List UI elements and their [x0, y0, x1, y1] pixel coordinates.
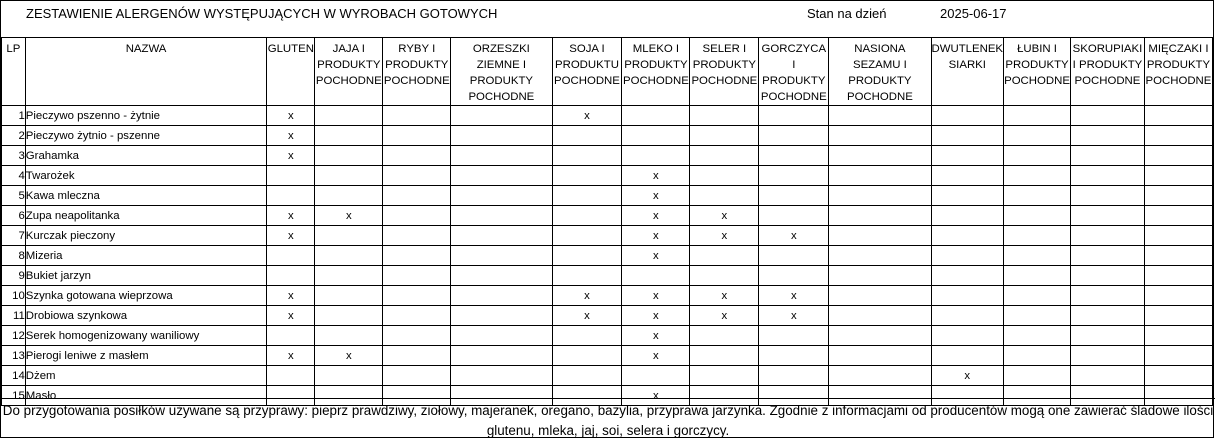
- allergen-cell: [267, 166, 315, 186]
- allergen-cell: [267, 246, 315, 266]
- column-header-soy: SOJA I PRODUKTU POCHODNE: [552, 38, 622, 106]
- allergen-cell: [829, 286, 931, 306]
- allergen-cell: [1144, 126, 1212, 146]
- column-header-lp: LP: [2, 38, 26, 106]
- allergen-cell: [267, 186, 315, 206]
- allergen-table: [1, 37, 1213, 406]
- allergen-cell: [552, 126, 622, 146]
- as-of-date: 2025-06-17: [940, 6, 1007, 21]
- allergen-cell: [829, 346, 931, 366]
- column-header-mustard: GORCZYCA I PRODUKTY POCHODNE: [759, 38, 829, 106]
- column-header-name: NAZWA: [25, 38, 267, 106]
- allergen-cell: [552, 366, 622, 386]
- allergen-cell: [759, 246, 829, 266]
- column-header-celery: SELER I PRODUKTY POCHODNE: [690, 38, 759, 106]
- allergen-cell: x: [267, 286, 315, 306]
- allergen-cell: [451, 266, 552, 286]
- allergen-cell: [451, 226, 552, 246]
- allergen-cell: x: [622, 166, 690, 186]
- allergen-cell: [451, 106, 552, 126]
- allergen-cell: [383, 126, 451, 146]
- allergen-cell: [383, 326, 451, 346]
- allergen-cell: [552, 266, 622, 286]
- allergen-cell: [931, 246, 1004, 266]
- table-row: [2, 226, 1213, 246]
- row-lp: 5: [2, 186, 26, 206]
- row-name: Mizeria: [25, 246, 267, 266]
- row-lp: 3: [2, 146, 26, 166]
- allergen-cell: x: [267, 146, 315, 166]
- allergen-cell: [931, 306, 1004, 326]
- allergen-cell: [451, 306, 552, 326]
- column-header-gluten: GLUTEN: [267, 38, 315, 106]
- allergen-cell: [1004, 286, 1071, 306]
- allergen-cell: [690, 166, 759, 186]
- allergen-cell: [383, 106, 451, 126]
- column-header-sulphur-dioxide: DWUTLENEK SIARKI: [931, 38, 1004, 106]
- allergen-cell: [315, 286, 383, 306]
- row-name: Masło: [25, 386, 267, 406]
- allergen-cell: [690, 186, 759, 206]
- allergen-cell: [1144, 226, 1212, 246]
- row-name: Zupa neapolitanka: [25, 206, 267, 226]
- row-name: Kurczak pieczony: [25, 226, 267, 246]
- allergen-cell: [829, 166, 931, 186]
- allergen-cell: [1071, 206, 1145, 226]
- allergen-cell: [931, 186, 1004, 206]
- allergen-cell: [1144, 306, 1212, 326]
- allergen-cell: x: [315, 346, 383, 366]
- allergen-cell: [931, 166, 1004, 186]
- allergen-cell: [552, 166, 622, 186]
- allergen-cell: [829, 206, 931, 226]
- column-header-peanuts: ORZESZKI ZIEMNE I PRODUKTY POCHODNE: [451, 38, 552, 106]
- row-lp: 13: [2, 346, 26, 366]
- table-row: [2, 186, 1213, 206]
- allergen-cell: [1144, 266, 1212, 286]
- allergen-cell: [1071, 306, 1145, 326]
- allergen-cell: [1144, 166, 1212, 186]
- allergen-cell: x: [622, 226, 690, 246]
- allergen-cell: [1004, 226, 1071, 246]
- allergen-cell: [1071, 106, 1145, 126]
- allergen-cell: [1004, 206, 1071, 226]
- allergen-cell: x: [267, 126, 315, 146]
- allergen-cell: [759, 166, 829, 186]
- allergen-cell: [1144, 246, 1212, 266]
- allergen-cell: [1004, 166, 1071, 186]
- row-name: Pieczywo żytnio - pszenne: [25, 126, 267, 146]
- row-lp: 8: [2, 246, 26, 266]
- allergen-cell: [931, 226, 1004, 246]
- allergen-cell: [451, 286, 552, 306]
- row-lp: 15: [2, 386, 26, 406]
- allergen-cell: [931, 126, 1004, 146]
- allergen-cell: [759, 326, 829, 346]
- allergen-cell: [759, 346, 829, 366]
- row-name: Pieczywo pszenno - żytnie: [25, 106, 267, 126]
- allergen-cell: [931, 206, 1004, 226]
- allergen-cell: [829, 306, 931, 326]
- allergen-cell: [383, 246, 451, 266]
- allergen-cell: [383, 206, 451, 226]
- row-name: Twarożek: [25, 166, 267, 186]
- row-lp: 1: [2, 106, 26, 126]
- allergen-cell: [451, 166, 552, 186]
- table-row: [2, 206, 1213, 226]
- allergen-cell: [759, 206, 829, 226]
- allergen-cell: [552, 346, 622, 366]
- column-header-milk: MLEKO I PRODUKTY POCHODNE: [622, 38, 690, 106]
- allergen-cell: [690, 366, 759, 386]
- allergen-cell: [829, 126, 931, 146]
- row-name: Serek homogenizowany waniliowy: [25, 326, 267, 346]
- table-row: [2, 166, 1213, 186]
- table-row: [2, 326, 1213, 346]
- allergen-cell: [383, 186, 451, 206]
- table-row: [2, 246, 1213, 266]
- allergen-cell: [1071, 166, 1145, 186]
- allergen-cell: [1004, 366, 1071, 386]
- allergen-cell: [1004, 266, 1071, 286]
- allergen-cell: [383, 266, 451, 286]
- allergen-cell: x: [267, 206, 315, 226]
- allergen-cell: [759, 266, 829, 286]
- table-row: [2, 106, 1213, 126]
- allergen-cell: [1004, 306, 1071, 326]
- allergen-cell: [690, 326, 759, 346]
- allergen-cell: [690, 146, 759, 166]
- allergen-cell: [1071, 146, 1145, 166]
- allergen-cell: [622, 106, 690, 126]
- row-lp: 2: [2, 126, 26, 146]
- row-lp: 7: [2, 226, 26, 246]
- allergen-cell: [1071, 326, 1145, 346]
- allergen-cell: [829, 326, 931, 346]
- allergen-cell: [315, 146, 383, 166]
- allergen-cell: x: [552, 286, 622, 306]
- allergen-cell: x: [759, 286, 829, 306]
- allergen-cell: x: [622, 346, 690, 366]
- table-row: [2, 306, 1213, 326]
- allergen-cell: [1004, 106, 1071, 126]
- allergen-cell: [829, 366, 931, 386]
- allergen-cell: [315, 106, 383, 126]
- allergen-cell: [383, 346, 451, 366]
- allergen-cell: [759, 106, 829, 126]
- allergen-cell: [267, 366, 315, 386]
- allergen-cell: [552, 226, 622, 246]
- allergen-cell: [829, 266, 931, 286]
- allergen-cell: [1071, 126, 1145, 146]
- column-header-lupin: ŁUBIN I PRODUKTY POCHODNE: [1004, 38, 1071, 106]
- allergen-cell: [383, 166, 451, 186]
- row-lp: 11: [2, 306, 26, 326]
- allergen-cell: x: [315, 206, 383, 226]
- row-name: Drobiowa szynkowa: [25, 306, 267, 326]
- sheet-title: ZESTAWIENIE ALERGENÓW WYSTĘPUJĄCYCH W WYROBACH GOTOWYCH: [26, 6, 498, 21]
- allergen-cell: [451, 366, 552, 386]
- allergen-cell: [1071, 346, 1145, 366]
- allergen-cell: [1144, 106, 1212, 126]
- allergen-cell: [622, 126, 690, 146]
- allergen-cell: [552, 246, 622, 266]
- allergen-cell: [1004, 126, 1071, 146]
- allergen-cell: [1144, 146, 1212, 166]
- allergen-cell: [315, 166, 383, 186]
- row-lp: 12: [2, 326, 26, 346]
- header-row: [2, 38, 1213, 106]
- row-lp: 9: [2, 266, 26, 286]
- table-row: [2, 146, 1213, 166]
- allergen-cell: x: [267, 306, 315, 326]
- allergen-cell: x: [552, 106, 622, 126]
- allergen-cell: [931, 346, 1004, 366]
- row-lp: 14: [2, 366, 26, 386]
- allergen-cell: x: [690, 206, 759, 226]
- allergen-cell: [315, 186, 383, 206]
- allergen-cell: [931, 286, 1004, 306]
- allergen-cell: [315, 126, 383, 146]
- allergen-cell: [383, 226, 451, 246]
- allergen-cell: [759, 146, 829, 166]
- allergen-cell: [552, 206, 622, 226]
- allergen-cell: [829, 106, 931, 126]
- allergen-cell: x: [622, 246, 690, 266]
- table-row: [2, 286, 1213, 306]
- allergen-cell: [622, 266, 690, 286]
- allergen-cell: x: [622, 286, 690, 306]
- allergen-cell: x: [552, 306, 622, 326]
- allergen-cell: [315, 366, 383, 386]
- allergen-cell: [552, 146, 622, 166]
- allergen-cell: x: [759, 306, 829, 326]
- allergen-cell: x: [690, 306, 759, 326]
- allergen-cell: [1144, 286, 1212, 306]
- row-lp: 10: [2, 286, 26, 306]
- allergen-cell: [690, 346, 759, 366]
- allergen-cell: [383, 146, 451, 166]
- row-name: Pierogi leniwe z masłem: [25, 346, 267, 366]
- table-row: [2, 366, 1213, 386]
- allergen-cell: [315, 306, 383, 326]
- allergen-cell: [931, 106, 1004, 126]
- allergen-cell: [829, 146, 931, 166]
- allergen-cell: [931, 326, 1004, 346]
- allergen-cell: [552, 326, 622, 346]
- allergen-cell: x: [622, 326, 690, 346]
- as-of-label: Stan na dzień: [807, 6, 887, 21]
- allergen-cell: [451, 246, 552, 266]
- allergen-cell: [451, 186, 552, 206]
- allergen-cell: [931, 146, 1004, 166]
- allergen-cell: [552, 186, 622, 206]
- allergen-cell: [1144, 366, 1212, 386]
- allergen-cell: [383, 286, 451, 306]
- table-row: [2, 126, 1213, 146]
- allergen-cell: [759, 126, 829, 146]
- allergen-cell: [1004, 326, 1071, 346]
- allergen-cell: [829, 186, 931, 206]
- allergen-cell: [1004, 186, 1071, 206]
- row-name: Bukiet jarzyn: [25, 266, 267, 286]
- allergen-cell: [1004, 346, 1071, 366]
- allergen-cell: [451, 206, 552, 226]
- allergen-cell: [690, 246, 759, 266]
- column-header-molluscs: MIĘCZAKI I PRODUKTY POCHODNE: [1144, 38, 1212, 106]
- allergen-cell: [315, 246, 383, 266]
- allergen-cell: x: [622, 386, 690, 406]
- column-header-eggs: JAJA I PRODUKTY POCHODNE: [315, 38, 383, 106]
- allergen-cell: [1071, 226, 1145, 246]
- row-lp: 6: [2, 206, 26, 226]
- row-name: Kawa mleczna: [25, 186, 267, 206]
- allergen-cell: [829, 226, 931, 246]
- table-row: [2, 266, 1213, 286]
- allergen-cell: x: [759, 226, 829, 246]
- allergen-cell: [931, 266, 1004, 286]
- allergen-cell: x: [931, 366, 1004, 386]
- allergen-cell: [451, 126, 552, 146]
- allergen-cell: [1004, 146, 1071, 166]
- allergen-cell: [1144, 346, 1212, 366]
- allergen-cell: [451, 346, 552, 366]
- row-name: Grahamka: [25, 146, 267, 166]
- footer-note: Do przygotowania posiłków używane są przyprawy: pieprz prawdziwy, ziołowy, majeranek, oregano, bazylia, przyprawa jarzynka. Zgodnie z informacjami od producentów mogą one zawierać śladowe ilości glutenu, mleka, jaj, soi, selera i gorczycy.: [1, 398, 1215, 438]
- allergen-cell: [1071, 266, 1145, 286]
- allergen-cell: x: [690, 226, 759, 246]
- allergen-cell: [829, 246, 931, 266]
- column-header-fish: RYBY I PRODUKTY POCHODNE: [383, 38, 451, 106]
- allergen-cell: x: [622, 306, 690, 326]
- allergen-cell: [690, 266, 759, 286]
- allergen-cell: [759, 186, 829, 206]
- row-name: Dżem: [25, 366, 267, 386]
- sheet-header: [1, 1, 1215, 37]
- allergen-cell: [383, 366, 451, 386]
- allergen-cell: [1071, 246, 1145, 266]
- allergen-cell: [1071, 286, 1145, 306]
- allergen-cell: x: [267, 106, 315, 126]
- allergen-cell: x: [622, 206, 690, 226]
- allergen-cell: [1004, 246, 1071, 266]
- allergen-cell: [622, 366, 690, 386]
- allergen-cell: [622, 146, 690, 166]
- allergen-cell: [1071, 366, 1145, 386]
- allergen-cell: x: [690, 286, 759, 306]
- column-header-crustaceans: SKORUPIAKI I PRODUKTY POCHODNE: [1071, 38, 1145, 106]
- allergen-cell: x: [267, 226, 315, 246]
- allergen-cell: [315, 266, 383, 286]
- allergen-cell: [315, 226, 383, 246]
- allergen-cell: [1071, 186, 1145, 206]
- allergen-cell: [1144, 186, 1212, 206]
- allergen-cell: [267, 266, 315, 286]
- allergen-cell: [759, 366, 829, 386]
- allergen-cell: [383, 306, 451, 326]
- allergen-cell: [690, 126, 759, 146]
- allergen-cell: [1144, 326, 1212, 346]
- allergen-cell: [267, 326, 315, 346]
- allergen-cell: x: [622, 186, 690, 206]
- table-row: [2, 346, 1213, 366]
- row-name: Szynka gotowana wieprzowa: [25, 286, 267, 306]
- allergen-cell: [1144, 206, 1212, 226]
- row-lp: 4: [2, 166, 26, 186]
- column-header-sesame: NASIONA SEZAMU I PRODUKTY POCHODNE: [829, 38, 931, 106]
- allergen-cell: x: [267, 346, 315, 366]
- allergen-cell: [451, 146, 552, 166]
- allergen-cell: [690, 106, 759, 126]
- allergen-cell: [451, 326, 552, 346]
- allergen-cell: [315, 326, 383, 346]
